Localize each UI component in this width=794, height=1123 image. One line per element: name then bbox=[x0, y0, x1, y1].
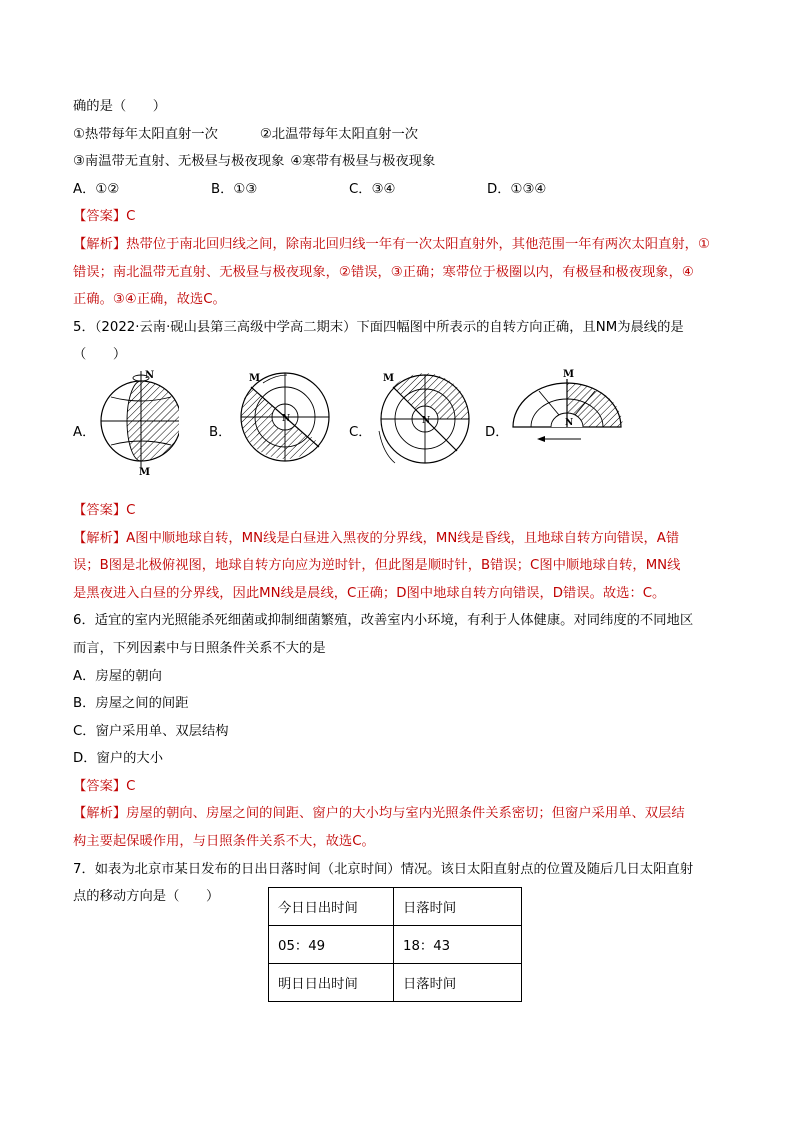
table-cell: 今日日出时间 bbox=[269, 888, 394, 926]
table-cell: 日落时间 bbox=[394, 888, 522, 926]
half-globe-view-d bbox=[511, 363, 625, 453]
q6-option-a: A．房屋的朝向 bbox=[73, 668, 162, 684]
q5-option-d-label: D． bbox=[485, 424, 509, 440]
q4-statement-4: ④寒带有极昼与极夜现象 bbox=[290, 154, 436, 170]
q6-option-d: D．窗户的大小 bbox=[73, 751, 164, 767]
q4-option-c: C．③④ bbox=[349, 181, 396, 197]
q6-answer: 【答案】C bbox=[73, 778, 136, 794]
table-cell: 明日日出时间 bbox=[269, 964, 394, 1002]
diagram-b-letter-m: M bbox=[249, 372, 261, 384]
polar-view-c bbox=[373, 365, 477, 471]
q6-stem-line-1: 6．适宜的室内光照能杀死细菌或抑制细菌繁殖，改善室内小环境，有利于人体健康。对同纬度的不同地区 bbox=[73, 613, 694, 629]
q5-option-b-label: B． bbox=[209, 424, 232, 440]
diagram-a-letter-n: N bbox=[145, 369, 155, 381]
diagram-c-letter-n: N bbox=[422, 415, 431, 426]
table-cell: 日落时间 bbox=[394, 964, 522, 1002]
q5-analysis-line-2: 误；B图是北极俯视图，地球自转方向应为逆时针，但此图是顺时针，B错误；C图中顺地球自转，MN线 bbox=[73, 558, 681, 574]
q4-analysis-line-2: 错误；南北温带无直射、无极昼与极夜现象，②错误，③正确；寒带位于极圈以内，有极昼和极夜现象，④ bbox=[73, 264, 694, 280]
q4-options bbox=[73, 176, 753, 204]
diagram-a-letter-m: M bbox=[139, 466, 151, 477]
q5-answer: 【答案】C bbox=[73, 502, 136, 518]
table-row bbox=[269, 964, 522, 1002]
q5-option-a-label: A． bbox=[73, 424, 96, 440]
q5-stem-line-2: （ ） bbox=[73, 347, 127, 363]
q4-stem-tail: 确的是（ ） bbox=[73, 99, 167, 114]
table-cell: 05：49 bbox=[269, 926, 394, 964]
globe-side-view-a bbox=[99, 369, 179, 477]
table-row bbox=[269, 888, 522, 926]
diagram-b-letter-n: N bbox=[282, 413, 291, 424]
sunrise-sunset-table bbox=[268, 887, 522, 1002]
q4-analysis-line-3: 正确。③④正确，故选C。 bbox=[73, 292, 226, 308]
table-cell: 18：43 bbox=[394, 926, 522, 964]
q5-diagrams bbox=[73, 368, 753, 491]
q6-option-c: C．窗户采用单、双层结构 bbox=[73, 723, 229, 739]
q4-statement-3: ③南温带无直射、无极昼与极夜现象 bbox=[73, 154, 285, 170]
q4-analysis-line-1: 【解析】热带位于南北回归线之间，除南北回归线一年有一次太阳直射外，其他范围一年有两次太阳直射，① bbox=[73, 236, 710, 252]
q4-answer: 【答案】C bbox=[73, 209, 136, 225]
diagram-c-letter-m: M bbox=[383, 372, 395, 384]
q4-option-a: A．①② bbox=[73, 181, 120, 197]
q4-option-d: D．①③④ bbox=[487, 181, 547, 197]
q5-analysis-line-3: 是黑夜进入白昼的分界线，因此MN线是晨线，C正确；D图中地球自转方向错误，D错误。故选：C。 bbox=[73, 585, 666, 601]
q5-option-c-label: C． bbox=[349, 424, 372, 440]
q5-stem-line-1: 5．（2022·云南·砚山县第三高级中学高二期末）下面四幅图中所表示的自转方向正确，且NM为晨线的是 bbox=[73, 319, 684, 335]
diagram-d-letter-m: M bbox=[563, 368, 575, 380]
q4-option-b: B．①③ bbox=[211, 181, 258, 197]
q4-statements-row2 bbox=[73, 148, 753, 176]
q6-stem-line-2: 而言，下列因素中与日照条件关系不大的是 bbox=[73, 640, 326, 656]
q4-statements-row1 bbox=[73, 121, 753, 149]
q6-analysis-line-2: 构主要起保暖作用，与日照条件关系不大，故选C。 bbox=[73, 834, 375, 850]
q7-stem-line-2: 点的移动方向是（ ） bbox=[73, 889, 220, 905]
q5-analysis-line-1: 【解析】A图中顺地球自转，MN线是白昼进入黑夜的分界线，MN线是昏线，且地球自转方向错误，A错 bbox=[73, 530, 680, 546]
diagram-d-letter-n: N bbox=[565, 417, 574, 428]
q6-analysis-line-1: 【解析】房屋的朝向、房屋之间的间距、窗户的大小均与室内光照条件关系密切；但窗户采用单、双层结 bbox=[73, 806, 685, 822]
q4-statement-1: ①热带每年太阳直射一次 bbox=[73, 126, 218, 142]
q7-stem-line-1: 7．如表为北京市某日发布的日出日落时间（北京时间）情况。该日太阳直射点的位置及随后几日太阳直射 bbox=[73, 861, 694, 877]
exam-page bbox=[73, 93, 753, 911]
q4-statement-2: ②北温带每年太阳直射一次 bbox=[259, 126, 419, 142]
table-row bbox=[269, 926, 522, 964]
q6-option-b: B．房屋之间的间距 bbox=[73, 696, 189, 712]
polar-view-b bbox=[235, 365, 335, 465]
